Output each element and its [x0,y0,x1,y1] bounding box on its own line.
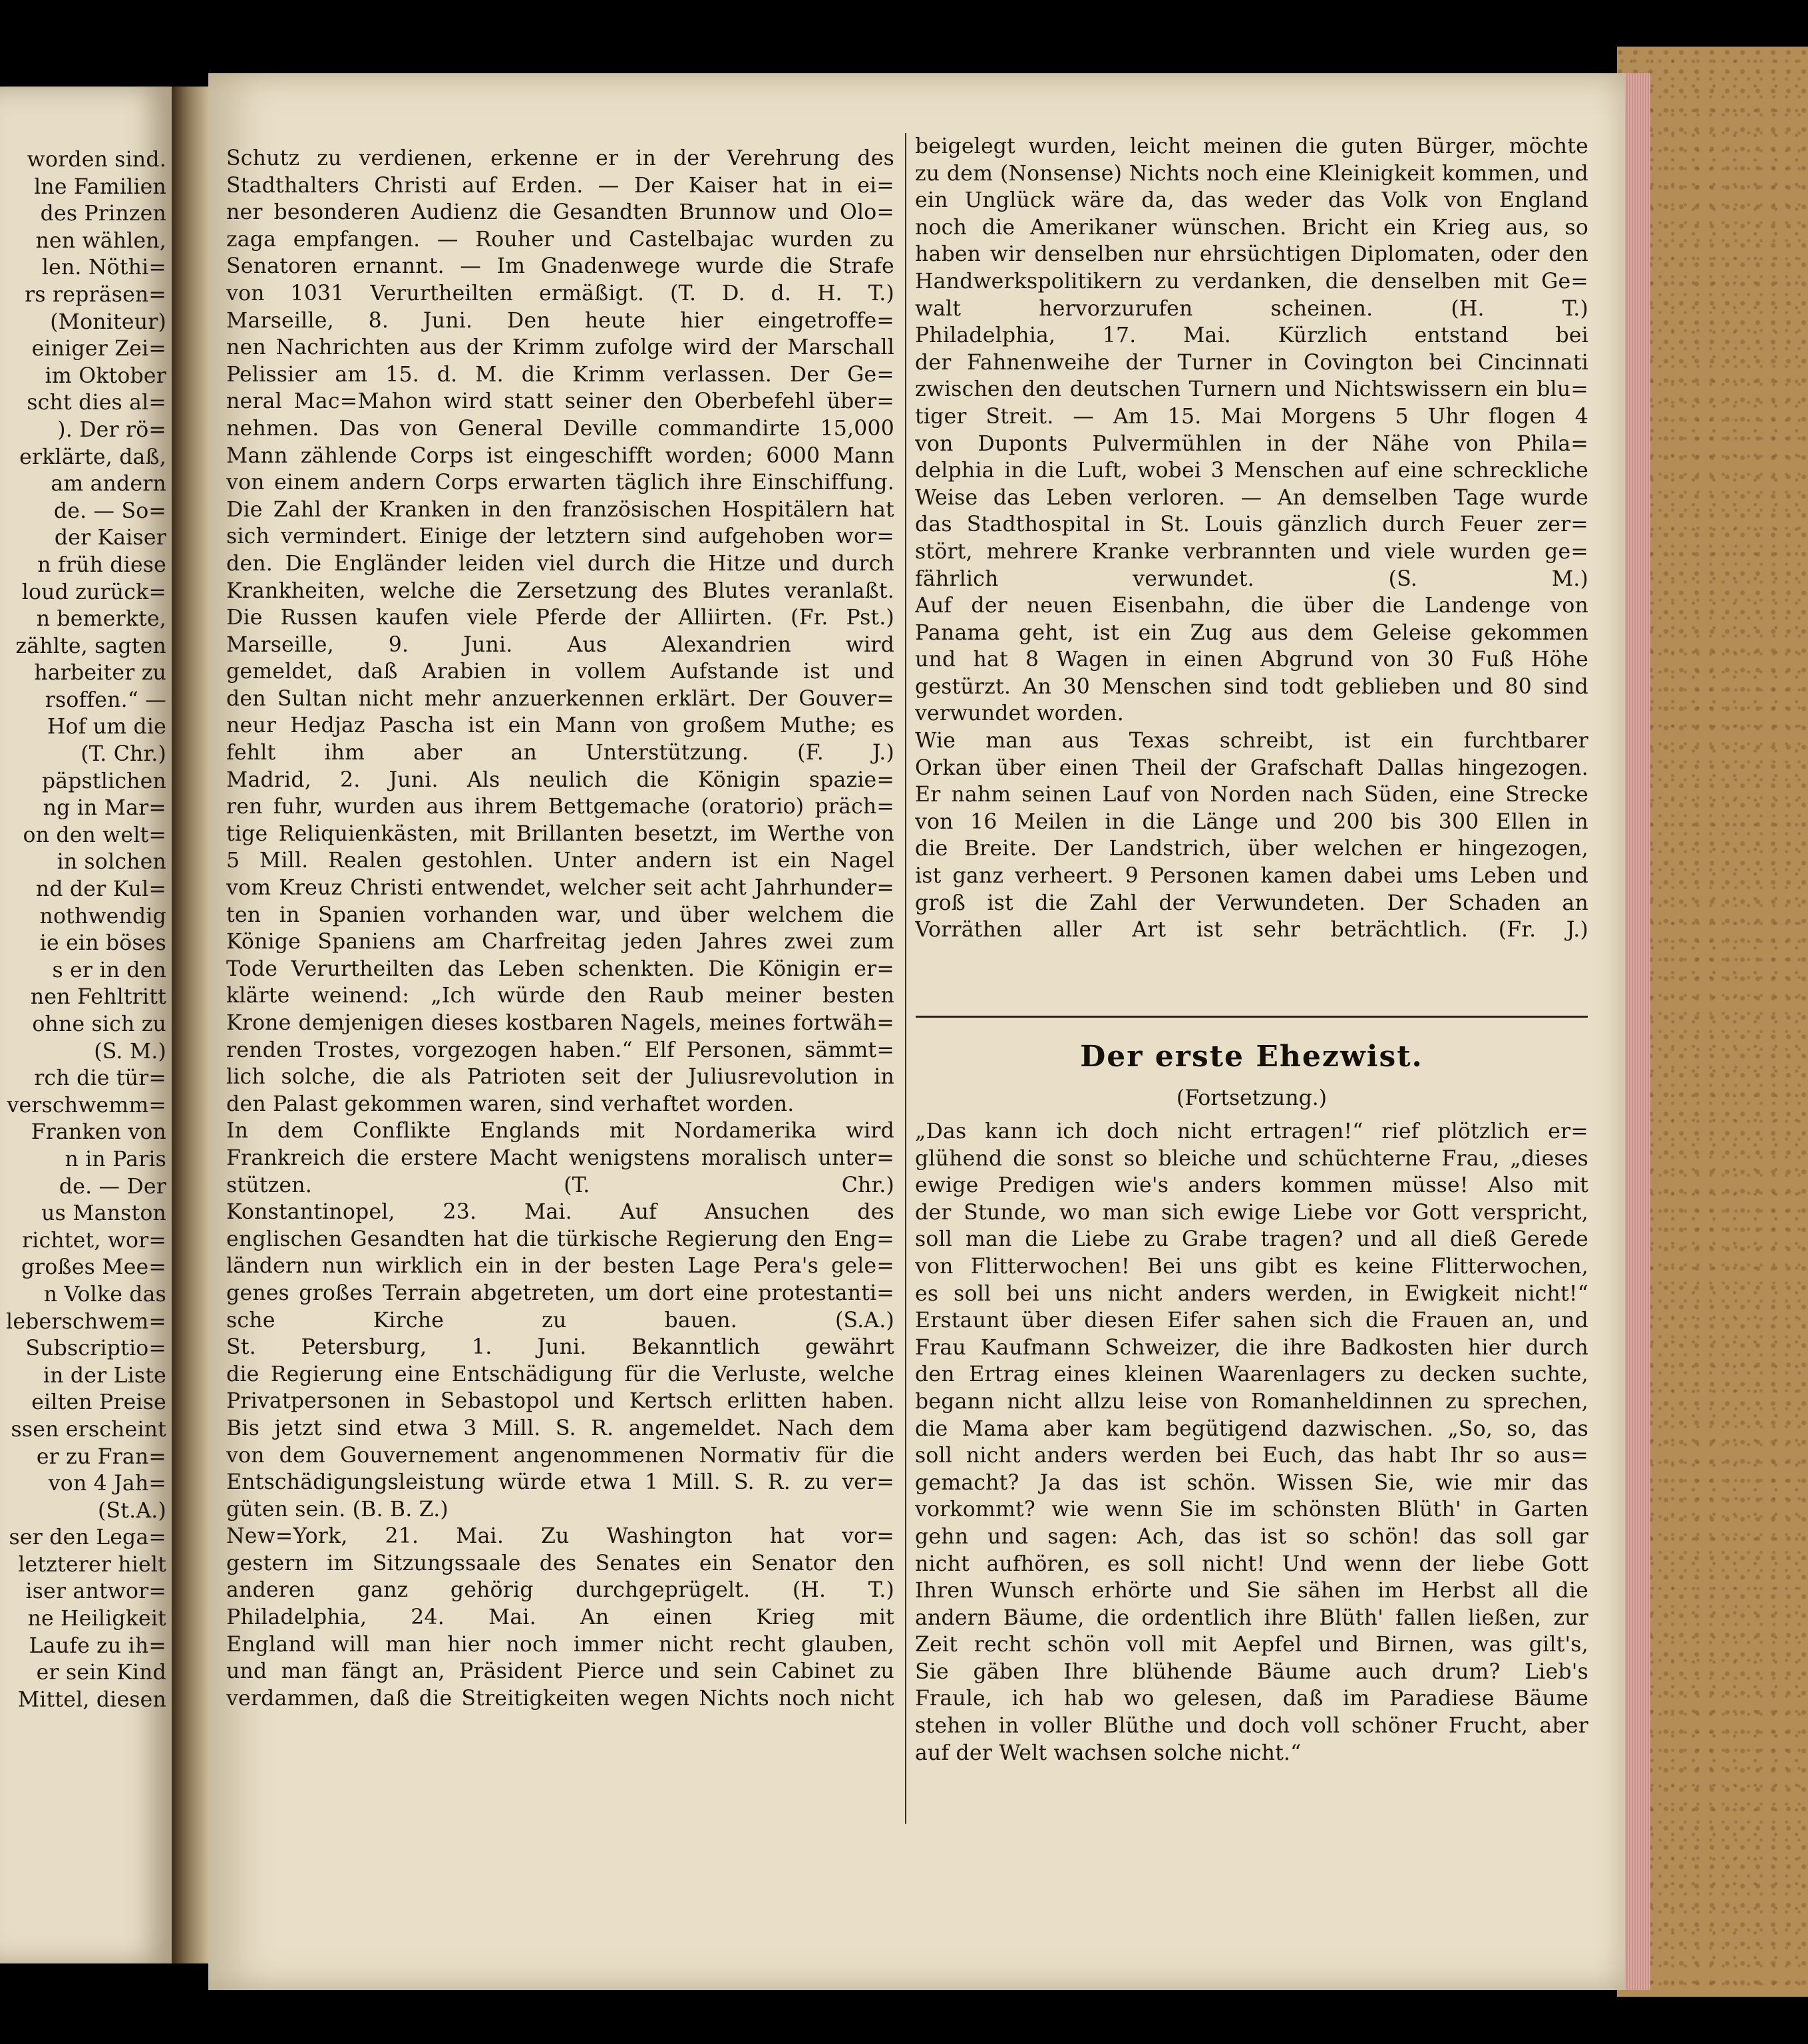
text-line: die Breite. Der Landstrich, über welchen er hingezogen, [915,837,1588,861]
text-line: sche Kirche zu bauen. (S.A.) [226,1308,894,1332]
text-line: eilten Preise [31,1390,166,1415]
text-line: delphia in die Luft, wobei 3 Menschen auf eine schreckliche [915,459,1588,483]
text-line: (Moniteur) [50,309,166,334]
text-line: englischen Gesandten hat die türkische Regierung den Eng= [226,1227,894,1251]
text-line: ). Der rö= [57,417,166,442]
text-line: gestürzt. An 30 Menschen sind todt geblieben und 80 sind [915,674,1588,699]
text-line: anderen ganz gehörig durchgeprügelt. (H. T.) [226,1578,894,1603]
text-line: letzterer hielt [18,1552,166,1577]
text-line: n Volke das [43,1282,166,1307]
text-line: harbeiter zu [34,661,166,686]
text-line: Krone demjenigen dieses kostbaren Nagels, meines fortwäh= [226,1011,894,1035]
text-line: Ihren Wunsch erhörte und Sie sähen im Herbst all die [915,1579,1588,1603]
text-line: sich vermindert. Einige der letztern sind aufgehoben wor= [226,524,894,549]
text-line: Pelissier am 15. d. M. die Krimm verlassen. Der Ge= [226,362,894,387]
text-line: vorkommt? wie wenn Sie im schönsten Blüth' in Garten [915,1498,1588,1522]
text-line: England will man hier noch immer nicht recht glauben, [226,1632,894,1657]
text-line: Weise das Leben verloren. — An demselben Tage wurde [915,485,1588,510]
text-line: Handwerkspolitikern zu verdanken, die denselben mit Ge= [915,269,1588,294]
text-line: die Regierung eine Entschädigung für die Verluste, welche [226,1362,894,1386]
text-line: Wie man aus Texas schreibt, ist ein furchtbarer [915,729,1588,753]
text-line: güten sein. (B. B. Z.) [226,1497,449,1522]
section-rule [916,1016,1588,1018]
text-line: am andern [51,472,166,497]
text-line: von einem andern Corps erwarten täglich ihre Einschiffung. [226,471,894,495]
text-line: den Palast gekommen waren, sind verhaftet worden. [226,1092,795,1116]
text-line: Panama geht, ist ein Zug aus dem Geleise gekommen [915,620,1588,645]
text-line: iser antwor= [25,1579,166,1604]
text-line: groß ist die Zahl der Verwundeten. Der Schaden an [915,891,1588,915]
text-line: er zu Fran= [36,1444,166,1469]
text-line: (S. M.) [94,1039,166,1064]
text-line: nen Fehltritt [30,985,166,1010]
text-line: beigelegt wurden, leicht meinen die guten Bürger, möchte [915,134,1588,158]
text-line: verdammen, daß die Streitigkeiten wegen Nichts noch nicht [226,1686,894,1711]
text-line: nehmen. Das von General Deville commandirte 15,000 [226,416,894,441]
column-divider [905,133,906,1824]
article-column-2 [915,133,1588,944]
text-line: Fraule, ich hab wo gelesen, daß im Paradiese Bäume [915,1687,1588,1711]
text-line: Subscriptio= [25,1336,166,1361]
text-line: New=York, 21. Mai. Zu Washington hat vor= [226,1524,894,1549]
text-line: Sie gäben Ihre blühende Bäume auch drum? Lieb's [915,1659,1588,1684]
text-line: des Prinzen [40,202,166,226]
text-line: nen Nachrichten aus der Krimm zufolge wird der Marschall [226,335,894,360]
text-line: „Das kann ich doch nicht ertragen!“ rief plötzlich er= [915,1120,1588,1143]
text-line: Senatoren ernannt. — Im Gnadenwege wurde die Strafe [226,254,894,279]
text-line: tige Reliquienkästen, mit Brillanten besetzt, im Werthe von [226,821,894,846]
text-line: von 16 Meilen in die Länge und 200 bis 300 Ellen in [915,809,1588,834]
text-line: Madrid, 2. Juni. Als neulich die Königin spazie= [226,767,894,792]
text-line: Die Russen kaufen viele Pferde der Alliirten. (Fr. Pst.) [226,606,894,630]
text-line: Privatpersonen in Sebastopol und Kertsch erlitten haben. [226,1389,894,1414]
text-line: Krankheiten, welche die Zersetzung des Blutes veranlaßt. [226,578,894,603]
text-line: lne Familien [34,174,166,199]
text-line: fährlich verwundet. (S. M.) [915,566,1588,591]
text-line: tiger Streit. — Am 15. Mai Morgens 5 Uhr flogen 4 [915,404,1588,429]
text-line: Laufe zu ih= [29,1633,166,1658]
text-line: nd der Kul= [35,877,166,902]
text-line: von dem Gouvernement angenommenen Normativ für die [226,1443,894,1468]
text-line: de. — So= [53,499,166,523]
text-line: Mittel, diesen [17,1687,166,1712]
page-block-edge [1625,73,1650,1990]
text-line: das Stadthospital in St. Louis gänzlich durch Feuer zer= [915,512,1588,537]
text-line: gestern im Sitzungssaale des Senates ein Senator den [226,1551,894,1575]
text-line: und man fängt an, Präsident Pierce und sein Cabinet zu [226,1659,894,1684]
text-line: ist ganz verheert. 9 Personen kamen dabei ums Leben und [915,864,1588,889]
text-line: nen wählen, [35,228,166,253]
text-line: nicht aufhören, es soll nicht! Und wenn der liebe Gott [915,1551,1588,1576]
left-page-column [0,146,166,1713]
text-line: stehen in voller Blüthe und doch voll schöner Frucht, aber [915,1714,1588,1738]
text-line: zählte, sagten [15,634,166,658]
text-line: Marseille, 9. Juni. Aus Alexandrien wird [226,632,894,657]
text-line: ner besonderen Audienz die Gesandten Brunnow und Olo= [226,200,894,225]
text-line: stützen. (T. Chr.) [226,1173,894,1197]
text-line: Die Zahl der Kranken in den französischen Hospitälern hat [226,497,894,522]
text-line: ländern nun wirklich ein in der besten Lage Pera's gele= [226,1254,894,1279]
text-line: gemeldet, daß Arabien in vollem Aufstande ist und [226,660,894,684]
text-line: soll man die Liebe zu Grabe tragen? und all dieß Gerede [915,1227,1588,1252]
text-line: Marseille, 8. Juni. Den heute hier eingetroffe= [226,308,894,333]
text-line: Zeit recht schön voll mit Aepfel und Birnen, was gilt's, [915,1633,1588,1657]
text-line: soll nicht anders werden bei Euch, das habt Ihr so aus= [915,1444,1588,1468]
book-gutter [172,87,208,1963]
text-line: fehlt ihm aber an Unterstützung. (F. J.) [226,741,894,765]
story-subtitle: (Fortsetzung.) [1176,1086,1328,1110]
text-line: us Manston [41,1201,166,1226]
text-line: (T. Chr.) [81,742,166,767]
text-line: den. Die Engländer leiden viel durch die Hitze und durch [226,551,894,576]
text-line: zaga empfangen. — Rouher und Castelbajac wurden zu [226,227,894,252]
text-line: 5 Mill. Realen gestohlen. Unter andern ist ein Nagel [226,849,894,873]
text-line: ein Unglück wäre da, das weder das Volk von England [915,188,1588,213]
text-line: der Stunde, wo man sich ewige Liebe vor Gott verspricht, [915,1200,1588,1225]
story-title: Der erste Ehezwist. [1080,1040,1423,1074]
text-line: In dem Conflikte Englands mit Nordamerika wird [226,1119,894,1143]
text-line: ne Heiligkeit [27,1607,166,1631]
text-line: Bis jetzt sind etwa 3 Mill. S. R. angemeldet. Nach dem [226,1416,894,1440]
text-line: neur Hedjaz Pascha ist ein Mann von großem Muthe; es [226,714,894,738]
text-line: ssen erscheint [11,1417,166,1442]
text-line: Könige Spaniens am Charfreitag jeden Jahres zwei zum [226,930,894,954]
text-line: vom Kreuz Christi entwendet, welcher seit acht Jahrhunder= [226,876,894,901]
text-line: Philadelphia, 17. Mai. Kürzlich entstand bei [915,323,1588,348]
text-line: rsoffen.“ — [45,688,166,712]
text-line: Konstantinopel, 23. Mai. Auf Ansuchen des [226,1200,894,1225]
text-line: von 1031 Verurtheilten ermäßigt. (T. D. d. H. T.) [226,281,894,306]
text-line: Orkan über einen Theil der Grafschaft Dallas hingezogen. [915,755,1588,780]
text-line: im Oktober [45,363,166,388]
text-line: auf der Welt wachsen solche nicht.“ [915,1740,1302,1765]
text-line: n früh diese [37,552,166,577]
text-line: renden Trostes, vorgezogen haben.“ Elf Personen, sämmt= [226,1038,894,1062]
text-line: loud zurück= [21,580,166,604]
text-line: len. Nöthi= [41,256,166,280]
text-line: klärte weinend: „Ich würde den Raub meiner besten [226,984,894,1008]
text-line: Frankreich die erstere Macht wenigstens moralisch unter= [226,1145,894,1170]
text-line: scht dies al= [27,391,166,415]
text-line: nothwendig [39,904,166,928]
text-line: Er nahm seinen Lauf von Norden nach Süden, eine Strecke [915,783,1588,807]
text-line: n in Paris [65,1147,166,1171]
text-line: den Sultan nicht mehr anzuerkennen erklärt. Der Gouver= [226,686,894,711]
text-line: on den welt= [23,823,166,847]
text-line: zwischen den deutschen Turnern und Nichtswissern ein blu= [915,377,1588,402]
text-line: Entschädigungsleistung würde etwa 1 Mill. S. R. zu ver= [226,1470,894,1495]
text-line: worden sind. [27,148,166,172]
text-line: den Ertrag eines kleinen Waarenlagers zu decken suchte, [915,1362,1588,1387]
text-line: (St.A.) [98,1498,166,1523]
text-line: andern Bäume, die ordentlich ihre Blüth' fallen ließen, zur [915,1605,1588,1630]
text-line: haben wir denselben nur ehrsüchtigen Diplomaten, oder den [915,242,1588,267]
text-line: ten in Spanien vorhanden war, und über welchem die [226,903,894,927]
text-line: Vorräthen aller Art ist sehr beträchtlich. (Fr. J.) [915,918,1588,942]
text-line: n bemerkte, [36,607,166,632]
text-line: St. Petersburg, 1. Juni. Bekanntlich gewährt [226,1335,894,1360]
text-line: richtet, wor= [21,1228,166,1253]
text-line: und hat 8 Wagen in einen Abgrund von 30 Fuß Höhe [915,648,1588,672]
article-column-1 [226,145,894,1712]
text-line: der Fahnenweihe der Turner in Covington bei Cincinnati [915,350,1588,375]
text-line: verschwemm= [7,1093,166,1118]
text-line: Tode Verurtheilten das Leben schenkten. Die Königin er= [226,956,894,981]
text-line: zu dem (Nonsense) Nichts noch eine Kleinigkeit kommen, und [915,161,1588,186]
text-line: walt hervorzurufen scheinen. (H. T.) [915,296,1588,321]
text-line: Mann zählende Corps ist eingeschifft worden; 6000 Mann [226,443,894,468]
text-line: stört, mehrere Kranke verbrannten und viele wurden ge= [915,539,1588,564]
text-line: in solchen [57,850,166,875]
text-line: ie ein böses [39,931,166,956]
text-line: lich solche, die als Patrioten seit der Juliusrevolution in [226,1065,894,1090]
text-line: er sein Kind [36,1661,166,1685]
text-line: leberschwem= [6,1309,166,1334]
text-line: der Kaiser [54,526,166,550]
text-line: von 4 Jah= [48,1472,166,1496]
text-line: päpstlichen [41,769,166,793]
text-line: Frau Kaufmann Schweizer, die ihre Badkosten hier durch [915,1335,1588,1360]
text-line: Schutz zu verdienen, erkenne er in der Verehrung des [226,146,894,170]
text-line: de. — Der [59,1174,166,1199]
text-line: gemacht? Ja das ist schön. Wissen Sie, wie mir das [915,1470,1588,1495]
text-line: die Mama aber kam begütigend dazwischen. „So, so, das [915,1416,1588,1441]
text-line: ser den Lega= [9,1526,166,1550]
text-line: glühend die sonst so bleiche und schüchterne Frau, „dieses [915,1146,1588,1171]
text-line: Stadthalters Christi auf Erden. — Der Kaiser hat in ei= [226,173,894,198]
text-line: Auf der neuen Eisenbahn, die über die Landenge von [915,594,1588,618]
text-line: es soll bei uns nicht anders werden, in Ewigkeit nicht!“ [915,1281,1588,1306]
text-line: von Flitterwochen! Bei uns gibt es keine Flitterwochen, [915,1254,1588,1279]
text-line: genes großes Terrain abgetreten, um dort eine protestanti= [226,1281,894,1305]
story-column [915,1118,1588,1766]
text-line: erklärte, daß, [19,445,166,469]
text-line: von Duponts Pulvermühlen in der Nähe von Phila= [915,431,1588,456]
text-line: ren fuhr, wurden aus ihrem Bettgemache (oratorio) präch= [226,795,894,819]
text-line: einiger Zei= [31,337,166,361]
text-line: großes Mee= [21,1255,166,1280]
text-line: rch die tür= [34,1066,166,1091]
text-line: noch die Amerikaner wünschen. Bricht ein Krieg aus, so [915,215,1588,240]
text-line: s er in den [52,958,166,982]
text-line: gehn und sagen: Ach, das ist so schön! das soll gar [915,1524,1588,1549]
text-line: ng in Mar= [43,796,166,821]
text-line: in der Liste [43,1363,166,1388]
text-line: verwundet worden. [915,702,1125,726]
text-line: Erstaunt über diesen Eifer sahen sich die Frauen an, und [915,1309,1588,1333]
text-line: Philadelphia, 24. Mai. An einen Krieg mit [226,1605,894,1630]
text-line: ewige Predigen wie's anders kommen müsse! Also mit [915,1173,1588,1198]
text-line: neral Mac=Mahon wird statt seiner den Oberbefehl über= [226,389,894,414]
text-line: Hof um die [47,715,166,739]
text-line: rs repräsen= [25,282,166,307]
text-line: ohne sich zu [32,1012,166,1036]
text-line: begann nicht allzu leise von Romanheldinnen zu sprechen, [915,1389,1588,1414]
text-line: Franken von [31,1120,166,1145]
